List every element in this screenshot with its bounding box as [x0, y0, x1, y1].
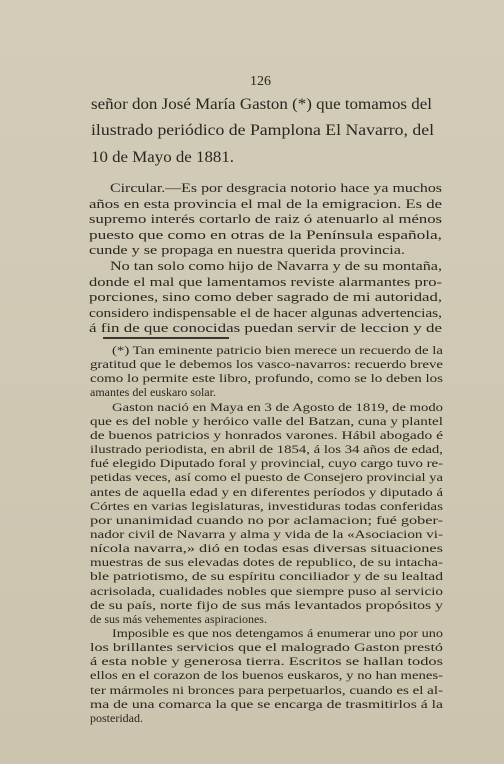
footnote-line: ilustrado periodista, en abril de 1854, á los 34 años de edad,: [90, 442, 443, 457]
footnote-divider: [103, 337, 229, 339]
header-line: ilustrado periódico de Pamplona El Navarro, del: [91, 122, 435, 139]
body-line: cunde y se propaga en nuestra querida provincia.: [89, 242, 406, 258]
body-line: No tan solo como hijo de Navarra y de su montaña,: [110, 258, 442, 273]
footnote-line: Imposible es que nos detengamos á enumerar uno por uno: [112, 626, 443, 640]
footnote-line: fué elegido Diputado foral y provincial, cuyo cargo tuvo re-: [90, 456, 444, 471]
page-number: 126: [250, 74, 271, 89]
footnote-line: de buenos patricios y honrados varones. Hábil abogado é: [90, 427, 443, 442]
body-line: puesto que como en otras de la Península española,: [89, 226, 443, 242]
footnote-line: ellos en el corazon de los buenos euskaros, y no han menes-: [90, 668, 443, 683]
footnote-line: ble patriotismo, de su espíritu conciliador y de su lealtad: [90, 569, 443, 584]
footnote-line: nador civil de Navarra y alma y vida de la «Asociacion vi-: [90, 526, 443, 541]
footnote-line: ter mármoles ni bronces para perpetuarlos, cuando es el al-: [90, 682, 444, 697]
footnote-line: que es del noble y heróico valle del Batzan, cuna y plantel: [90, 413, 444, 428]
body-line: años en esta provincia el mal de la emigracion. Es de: [89, 195, 443, 211]
body-line: porciones, sino como deber sagrado de mi autoridad,: [89, 289, 443, 305]
footnote-line: (*) Tan eminente patricio bien merece un recuerdo de la: [112, 343, 443, 357]
footnote-line: Córtes en varias legislaturas, investiduras todas conferidas: [90, 498, 443, 513]
footnote-line: de sus más vehementes aspiraciones.: [90, 611, 267, 626]
body-line: considero indispensable el de hacer algunas advertencias,: [89, 304, 443, 320]
footnote-line: como lo permite este libro, profundo, como se lo deben los: [90, 371, 444, 386]
footnote-line: petidas veces, así como el puesto de Consejero provincial ya: [90, 470, 443, 485]
footnote-line: muestras de sus elevadas dotes de republico, de su intacha-: [90, 555, 443, 570]
footnote-line: gratitud que le debemos los vasco-navarros: recuerdo breve: [90, 357, 444, 372]
footnote-line: ma de una comarca la que se encarga de trasmitirlos á la: [90, 696, 443, 711]
header-line: señor don José María Gaston (*) que tomamos del: [91, 96, 433, 113]
footnote-line: acrisolada, cualidades nobles que siempre puso al servicio: [90, 583, 443, 598]
footnote-line: de su país, norte fijo de sus más levantados propósitos y: [90, 597, 443, 612]
body-line: á fin de que conocidas puedan servir de leccion y de: [89, 320, 442, 336]
footnote-line: los brillantes servicios que el malogrado Gaston prestó: [90, 640, 443, 655]
footnote-line: nícola navarra,» dió en todas esas diversas situaciones: [90, 541, 443, 556]
footnote-line: antes de aquella edad y en diferentes períodos y diputado á: [90, 484, 444, 499]
footnote-line: posteridad.: [90, 710, 143, 725]
footnote-line: á esta noble y generosa tierra. Escritos se hallan todos: [90, 654, 444, 669]
body-line: Circular.—Es por desgracia notorio hace ya muchos: [110, 180, 443, 195]
footnote-line: amantes del euskaro solar.: [90, 385, 216, 400]
body-line: supremo interés cortarlo de raiz ó atenuarlo al ménos: [89, 211, 442, 227]
footnote-line: por unanimidad cuando no por aclamacion; fué gober-: [90, 512, 444, 527]
header-line: 10 de Mayo de 1881.: [91, 149, 234, 166]
footnote-line: Gaston nació en Maya en 3 de Agosto de 1819, de modo: [112, 399, 443, 414]
body-line: donde el mal que lamentamos reviste alarmantes pro-: [89, 273, 443, 289]
